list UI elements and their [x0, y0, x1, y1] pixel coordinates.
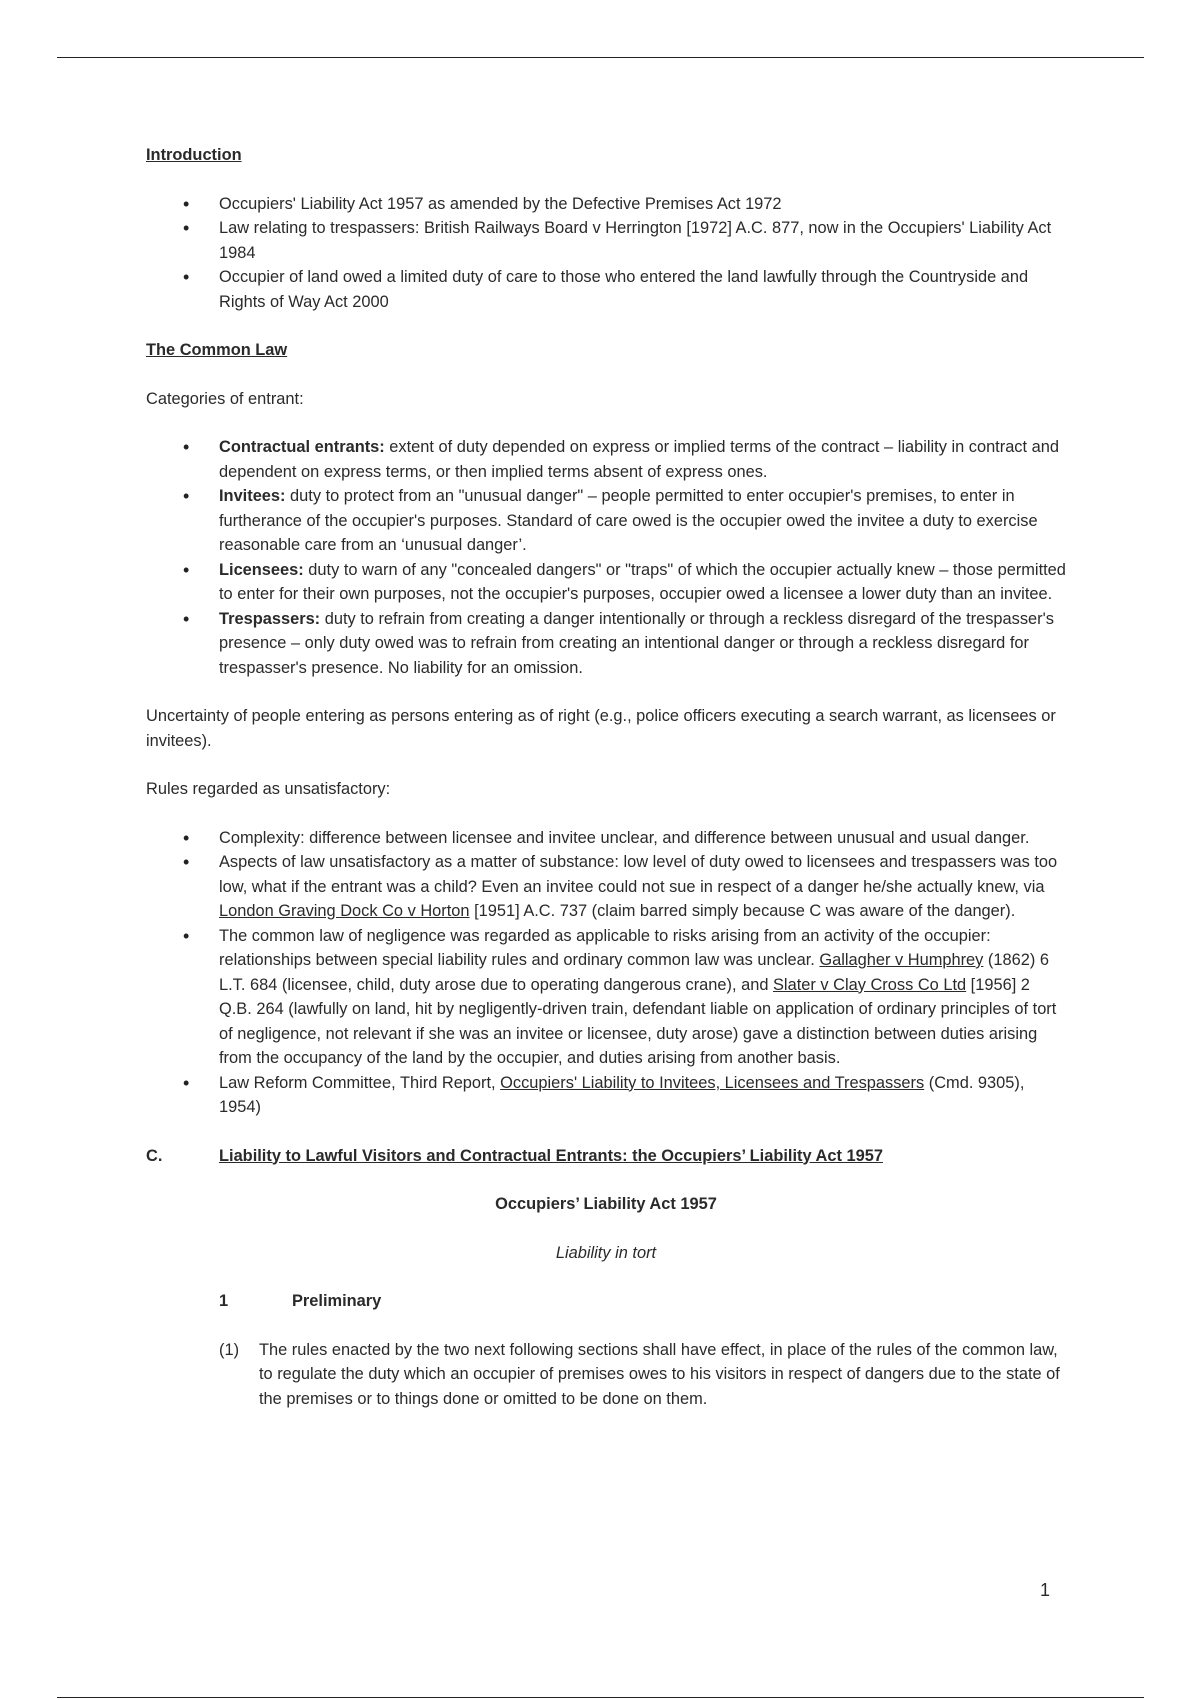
clause-text: The rules enacted by the two next following sections shall have effect, in place of the rules of the common law, to regulate the duty which an occupier of premises owes to his visitors in respect of dangers due to the state of the premises or to things done or omitted to be done on them. — [259, 1340, 1060, 1408]
list-item: • Law relating to trespassers: British Railways Board v Herrington [1972] A.C. 877, now in the Occupiers' Liability Act 1984 — [219, 216, 1066, 265]
list-item: • Occupiers' Liability Act 1957 as amended by the Defective Premises Act 1972 — [219, 192, 1066, 217]
list-item — [219, 924, 1066, 1071]
section-letter: C. — [146, 1146, 163, 1165]
category-term: Trespassers: — [219, 609, 321, 628]
clause-number: (1) — [219, 1340, 240, 1359]
header-rule — [57, 57, 1144, 58]
report-title: Occupiers' Liability to Invitees, Licensees and Trespassers — [500, 1073, 925, 1092]
intro-list — [146, 192, 1066, 315]
rule-text: Law Reform Committee, Third Report, — [219, 1073, 501, 1092]
list-item — [219, 607, 1066, 681]
act-section-number: 1 — [219, 1292, 229, 1310]
act-title: Occupiers’ Liability Act 1957 — [495, 1195, 717, 1213]
list-item: • Occupier of land owed a limited duty of care to those who entered the land lawfully through the Countryside and Rights of Way Act 2000 — [219, 265, 1066, 314]
act-subtitle: Liability in tort — [555, 1243, 657, 1262]
act-clause — [219, 1338, 1066, 1412]
list-item: • Complexity: difference between licensee and invitee unclear, and difference between unusual and usual danger. — [219, 826, 1066, 851]
rule-text: [1951] A.C. 737 (claim barred simply because C was aware of the danger). — [469, 902, 1016, 920]
list-item — [219, 1071, 1066, 1120]
common-law-heading: The Common Law — [146, 341, 288, 359]
category-term: Licensees: — [219, 560, 304, 579]
list-item — [219, 850, 1066, 924]
case-citation: London Graving Dock Co v Horton — [219, 902, 470, 920]
list-item — [219, 558, 1066, 607]
act-section-title: Preliminary — [292, 1292, 382, 1310]
document-body — [146, 143, 1066, 1411]
rule-text: Aspects of law unsatisfactory as a matter of substance: low level of duty owed to licensees and trespassers was too low, what if the entrant was a child? Even an invitee could not sue in respect of a danger he/she actually knew, via — [219, 853, 1058, 896]
rules-list — [146, 826, 1066, 1120]
rule-text: The common law of negligence was regarded as applicable to risks arising from an activity of the occupier: relationships between special liability rules and ordinary common law was unclear. — [219, 926, 991, 969]
section-c-heading — [146, 1144, 1066, 1169]
rule-text: (Cmd. 9305), 1954) — [219, 1073, 1025, 1116]
categories-list — [146, 435, 1066, 680]
list-item — [219, 484, 1066, 558]
category-term: Contractual entrants: — [219, 438, 385, 456]
section-title: Liability to Lawful Visitors and Contractual Entrants: the Occupiers’ Liability Act 1957 — [219, 1146, 883, 1165]
rule-text: [1956] 2 Q.B. 264 (lawfully on land, hit by negligently-driven train, defendant liable on application of ordinary principles of tort of negligence, not relevant if she was an invitee or licensee, duty arose) gave a distinction between duties arising from the occupancy of the land by the occupier, and duties arising from another basis. — [219, 975, 1057, 1067]
footer-rule — [57, 1697, 1144, 1698]
rules-label: Rules regarded as unsatisfactory: — [146, 780, 391, 798]
category-term: Invitees: — [219, 487, 286, 505]
list-item — [219, 435, 1066, 484]
category-text: duty to warn of any "concealed dangers" or "traps" of which the occupier actually knew – those permitted to enter for their own purposes, not the occupier's purposes, occupier owed a licensee a lower duty than an invitee. — [219, 560, 1066, 603]
rule-text: (1862) 6 L.T. 684 (licensee, child, duty arose due to operating dangerous crane), and — [219, 951, 1049, 994]
categories-label: Categories of entrant: — [146, 389, 304, 408]
act-section-heading — [219, 1289, 1066, 1314]
category-text: duty to refrain from creating a danger intentionally or through a reckless disregard of the trespasser's presence – only duty owed was to refrain from creating an intentional danger or through a reckless disregard for trespasser's presence. No liability for an omission. — [219, 609, 1054, 677]
uncertainty-paragraph: Uncertainty of people entering as persons entering as of right (e.g., police officers executing a search warrant, as licensees or invitees). — [146, 707, 1056, 750]
case-citation: Gallagher v Humphrey — [819, 951, 984, 969]
page-number: 1 — [1040, 1580, 1051, 1600]
case-citation: Slater v Clay Cross Co Ltd — [773, 975, 967, 994]
intro-heading: Introduction — [146, 146, 242, 164]
category-text: extent of duty depended on express or implied terms of the contract – liability in contract and dependent on express terms, or then implied terms absent of express ones. — [219, 438, 1059, 481]
category-text: duty to protect from an "unusual danger" – people permitted to enter occupier's premises, to enter in furtherance of the occupier's purposes. Standard of care owed is the occupier owed the invitee a duty to exercise reasonable care from an ‘unusual danger’. — [219, 487, 1038, 554]
